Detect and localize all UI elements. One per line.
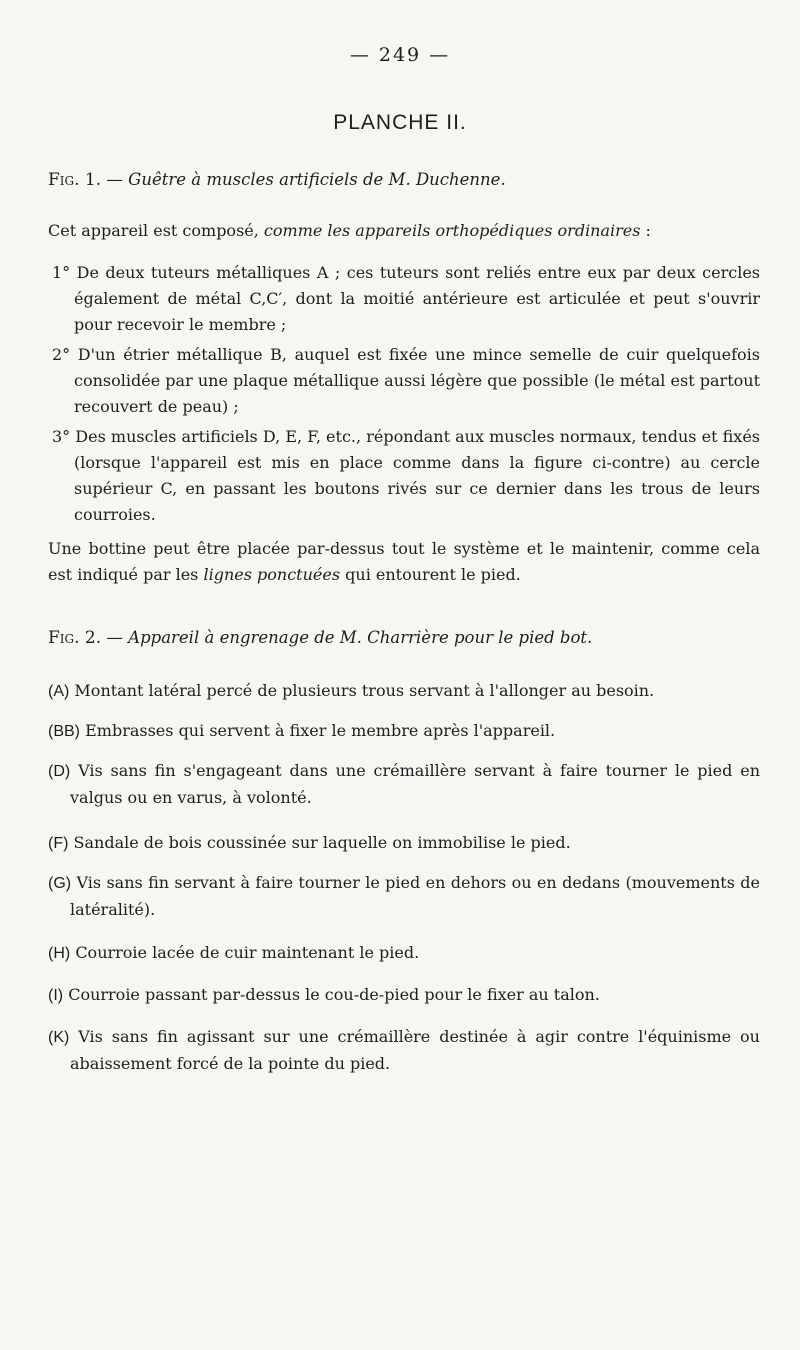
fig2-heading: [48, 628, 592, 648]
fig1-label: Fig. 1.: [48, 170, 102, 190]
fig2-item-G: [48, 870, 760, 923]
plate-title: PLANCHE II.: [333, 111, 467, 134]
fig1-heading: [48, 170, 506, 190]
fig2-item-D: [48, 758, 760, 811]
fig2-item-BB: [48, 718, 760, 745]
fig1-title: Guêtre à muscles artificiels de M. Duchenne.: [128, 170, 506, 189]
fig1-item-2: 2° D'un étrier métallique B, auquel est fixée une mince semelle de cuir quelquefois consolidée par une plaque métallique aussi légère que possible (le métal est partout recouvert de peau) ;: [52, 345, 760, 416]
fig2-item-key: (A): [48, 683, 70, 700]
fig1-intro-trail: :: [640, 221, 651, 240]
fig2-item-text: Vis sans fin servant à faire tourner le pied en dehors ou en dedans (mouvements de latéralité).: [70, 873, 760, 919]
fig2-item-key: (F): [48, 835, 69, 852]
fig1-item-3: 3° Des muscles artificiels D, E, F, etc., répondant aux muscles normaux, tendus et fixés (lorsque l'appareil est mis en place comme dans la figure ci-contre) au cercle supérieur C, en passant les boutons rivés sur ce dernier dans les trous de leurs courroies.: [52, 427, 760, 524]
fig2-sep: —: [101, 628, 129, 647]
fig2-item-F: [48, 830, 760, 857]
fig2-item-text: Courroie lacée de cuir maintenant le pied.: [75, 943, 420, 962]
fig1-sep: —: [101, 170, 129, 189]
fig1-tail-trail: qui entourent le pied.: [340, 565, 521, 584]
fig1-intro-lead: Cet appareil est composé,: [48, 221, 264, 240]
fig2-item-I: [48, 982, 760, 1009]
fig2-item-key: (G): [48, 875, 72, 892]
fig2-item-text: Vis sans fin s'engageant dans une crémaillère servant à faire tourner le pied en valgus ou en varus, à volonté.: [70, 761, 760, 807]
fig2-item-text: Sandale de bois coussinée sur laquelle on immobilise le pied.: [73, 833, 571, 852]
fig2-item-key: (K): [48, 1029, 70, 1046]
fig2-label: Fig. 2.: [48, 628, 102, 648]
fig2-item-K: [48, 1024, 760, 1077]
fig2-item-key: (H): [48, 945, 71, 962]
fig2-item-A: [48, 678, 760, 705]
fig2-item-text: Courroie passant par-dessus le cou-de-pied pour le fixer au talon.: [68, 985, 600, 1004]
fig1-intro-emph: comme les appareils orthopédiques ordinaires: [263, 221, 641, 240]
fig2-item-text: Embrasses qui servent à fixer le membre après l'appareil.: [85, 721, 556, 740]
fig1-intro: [48, 218, 760, 244]
fig2-item-key: (I): [48, 987, 64, 1004]
fig1-tail-emph: lignes ponctuées: [203, 565, 341, 584]
page-number: — 249 —: [349, 44, 451, 66]
fig2-item-key: (D): [48, 763, 71, 780]
fig2-item-H: [48, 940, 760, 967]
fig2-item-text: Vis sans fin agissant sur une crémaillère destinée à agir contre l'équinisme ou abaissement forcé de la pointe du pied.: [70, 1027, 760, 1073]
fig2-title: Appareil à engrenage de M. Charrière pour le pied bot.: [128, 628, 593, 647]
fig2-item-key: (BB): [48, 723, 80, 740]
fig2-item-text: Montant latéral percé de plusieurs trous servant à l'allonger au besoin.: [74, 681, 655, 700]
fig1-tail-lead: Une bottine peut être placée par-dessus tout le système et le maintenir, comme cela est indiqué par les: [48, 539, 760, 584]
fig1-item-1: 1° De deux tuteurs métalliques A ; ces tuteurs sont reliés entre eux par deux cercles également de métal C,C′, dont la moitié antérieure est articulée et peut s'ouvrir pour recevoir le membre ;: [52, 263, 760, 334]
fig1-tail: [48, 536, 760, 588]
